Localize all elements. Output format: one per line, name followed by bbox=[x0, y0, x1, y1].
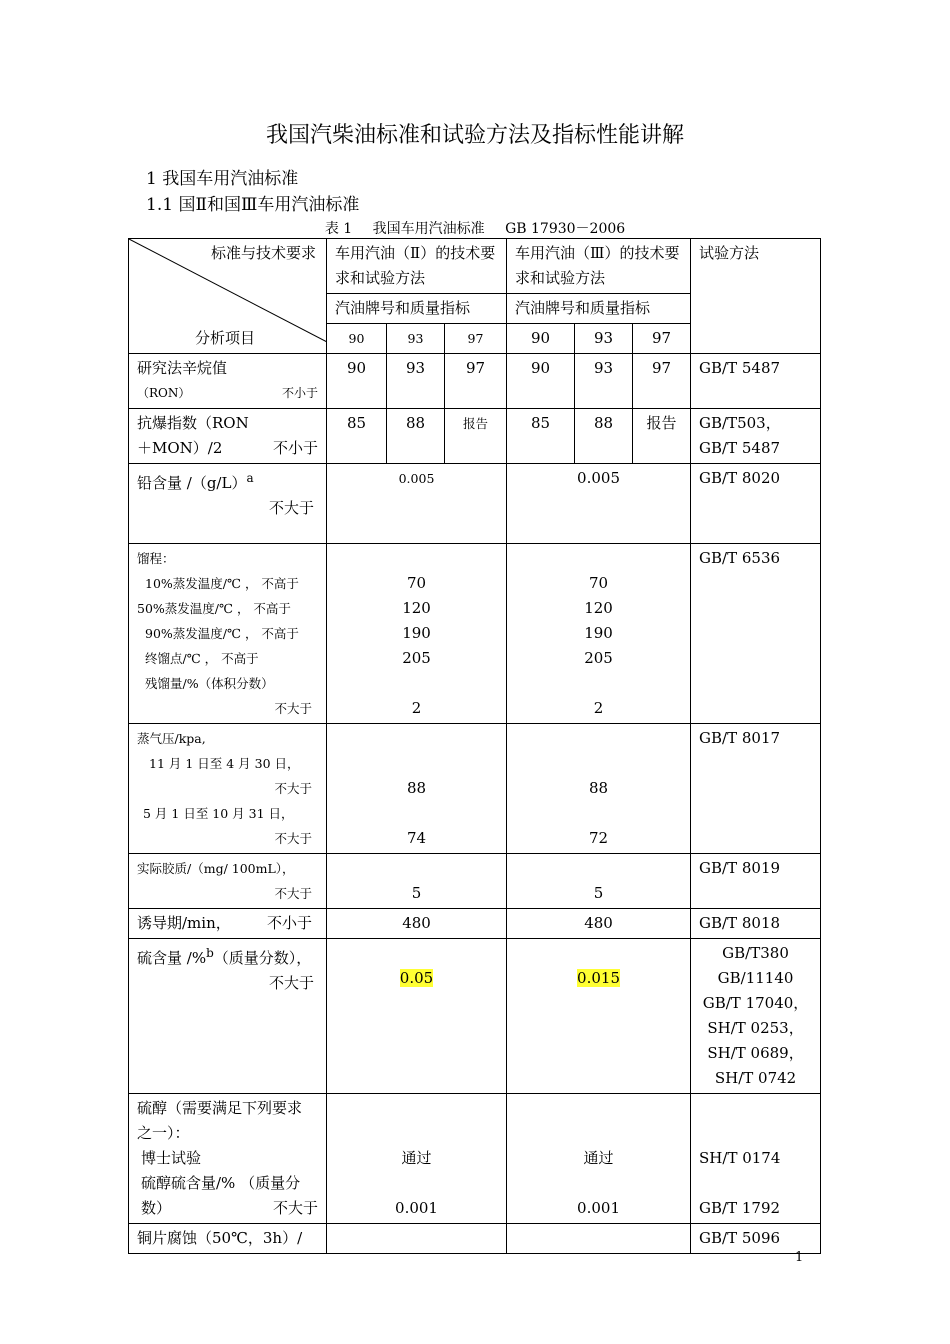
grade-93-ii: 93 bbox=[387, 324, 445, 354]
mercaptan-method: GB/T 1792 bbox=[699, 1199, 781, 1217]
distill-ii-value: 205 bbox=[402, 649, 431, 667]
table-row-gum bbox=[129, 854, 821, 909]
anti-name-1: 抗爆指数（RON bbox=[137, 414, 249, 432]
distill-limit: 不大于 bbox=[274, 701, 312, 716]
distill-item: 残馏量/%（体积分数） bbox=[145, 676, 274, 691]
grade-90-iii: 90 bbox=[507, 324, 575, 354]
diag-bottom-label: 分析项目 bbox=[195, 329, 256, 347]
induction-limit: 不小于 bbox=[266, 914, 312, 932]
vapor-limit-1: 不大于 bbox=[274, 781, 312, 796]
distill-item: 终馏点/℃ ， 不高于 bbox=[145, 651, 259, 666]
anti-value: 88 bbox=[387, 409, 445, 464]
sulfur-method: SH/T 0253， bbox=[707, 1019, 804, 1037]
table-row-vapor bbox=[129, 724, 821, 854]
gum-limit: 不大于 bbox=[274, 886, 312, 901]
lead-limit: 不大于 bbox=[268, 499, 314, 517]
col-header-iii: 车用汽油（Ⅲ）的技术要求和试验方法 bbox=[507, 239, 691, 294]
sulfur-name: 硫含量 /%$^b$（质量分数）， bbox=[137, 946, 312, 967]
caption-name: 我国车用汽油标准 bbox=[372, 221, 485, 237]
sulfur-ii-highlight: 0.05 bbox=[399, 969, 434, 987]
sulfur-method: SH/T 0689， bbox=[707, 1044, 804, 1062]
ron-value: 93 bbox=[575, 354, 633, 409]
diagonal-header-cell bbox=[129, 239, 327, 354]
induction-name: 诱导期/min， bbox=[137, 914, 231, 932]
anti-value: 报告 bbox=[633, 409, 691, 464]
anti-value: 85 bbox=[327, 409, 387, 464]
ron-sub: （RON） 不小于 bbox=[137, 386, 318, 400]
gum-name: 实际胶质/（mg/ 100mL）， bbox=[137, 861, 295, 876]
induction-ii: 480 bbox=[327, 909, 507, 939]
grade-97-iii: 97 bbox=[633, 324, 691, 354]
diag-top-label: 标准与技术要求 bbox=[210, 244, 316, 262]
distill-iii-value: 205 bbox=[584, 649, 613, 667]
grade-label-iii: 汽油牌号和质量指标 bbox=[507, 294, 691, 324]
table-row-mercaptan bbox=[129, 1094, 821, 1224]
table-row-antiknock bbox=[129, 409, 821, 464]
distill-iii-value: 190 bbox=[584, 624, 613, 642]
page-number: 1 bbox=[795, 1250, 804, 1265]
vapor-method: GB/T 8017 bbox=[691, 724, 821, 854]
ron-value: 97 bbox=[633, 354, 691, 409]
caption-table-no: 表 1 bbox=[324, 221, 353, 237]
vapor-name: 蒸气压/kpa, bbox=[137, 731, 206, 746]
gum-ii: 5 bbox=[327, 854, 507, 909]
vapor-iii-value: 72 bbox=[588, 829, 609, 847]
anti-value: 85 bbox=[507, 409, 575, 464]
sulfur-limit: 不大于 bbox=[268, 974, 314, 992]
mercaptan-ii-value: 通过 bbox=[401, 1149, 432, 1167]
grade-93-iii: 93 bbox=[575, 324, 633, 354]
table-row-induction bbox=[129, 909, 821, 939]
section-heading: 1 我国车用汽油标准 bbox=[146, 169, 299, 189]
vapor-period-2: 5 月 1 日至 10 月 31 日， bbox=[143, 806, 294, 821]
mercaptan-iii-value: 0.001 bbox=[577, 1199, 620, 1217]
ron-value: 90 bbox=[507, 354, 575, 409]
mercaptan-method: SH/T 0174 bbox=[699, 1149, 781, 1167]
grade-97-ii: 97 bbox=[445, 324, 507, 354]
distill-ii-value: 190 bbox=[402, 624, 431, 642]
anti-value: 报告 bbox=[445, 409, 507, 464]
copper-method: GB/T 5096 bbox=[691, 1224, 821, 1254]
table-row-distillation bbox=[129, 544, 821, 724]
distill-item: 10%蒸发温度/℃ ， 不高于 bbox=[145, 576, 299, 591]
anti-method-1: GB/T503， bbox=[699, 414, 781, 432]
distill-ii-value: 70 bbox=[406, 574, 427, 592]
mercaptan-ii-value: 0.001 bbox=[395, 1199, 438, 1217]
copper-name: 铜片腐蚀（50℃，3h）/ bbox=[129, 1224, 327, 1254]
lead-ii: 0.005 bbox=[327, 464, 507, 544]
mercaptan-name-2: 之一）： bbox=[137, 1124, 190, 1142]
distill-ii-value: 120 bbox=[402, 599, 431, 617]
mercaptan-iii-value: 通过 bbox=[583, 1149, 614, 1167]
gasoline-standard-table bbox=[128, 238, 821, 1254]
distill-ii-value: 2 bbox=[411, 699, 422, 717]
caption-code: GB 17930－2006 bbox=[505, 221, 626, 237]
ron-value: 93 bbox=[387, 354, 445, 409]
distill-iii-value: 70 bbox=[588, 574, 609, 592]
grade-label-ii: 汽油牌号和质量指标 bbox=[327, 294, 507, 324]
anti-value: 88 bbox=[575, 409, 633, 464]
sulfur-method: GB/T 17040， bbox=[702, 994, 809, 1012]
grade-90-ii: 90 bbox=[327, 324, 387, 354]
ron-name: 研究法辛烷值 bbox=[137, 359, 228, 377]
ron-value: 90 bbox=[327, 354, 387, 409]
sulfur-method: GB/11140 bbox=[717, 969, 794, 987]
col-header-method: 试验方法 bbox=[691, 239, 821, 354]
lead-method: GB/T 8020 bbox=[691, 464, 821, 544]
mercaptan-content-2: 数） 不大于 bbox=[141, 1199, 318, 1217]
distill-iii-value: 2 bbox=[593, 699, 604, 717]
table-caption bbox=[0, 218, 950, 238]
distill-name: 馏程： bbox=[137, 551, 175, 566]
document-title: 我国汽柴油标准和试验方法及指标性能讲解 bbox=[265, 123, 684, 148]
vapor-iii-value: 88 bbox=[588, 779, 609, 797]
ron-value: 97 bbox=[445, 354, 507, 409]
mercaptan-doctor: 博士试验 bbox=[141, 1149, 202, 1167]
sulfur-iii-highlight: 0.015 bbox=[577, 969, 620, 987]
gum-iii: 5 bbox=[507, 854, 691, 909]
mercaptan-content-1: 硫醇硫含量/% （质量分 bbox=[141, 1174, 301, 1192]
col-header-ii: 车用汽油（Ⅱ）的技术要求和试验方法 bbox=[327, 239, 507, 294]
sulfur-method: SH/T 0742 bbox=[714, 1069, 797, 1087]
induction-iii: 480 bbox=[507, 909, 691, 939]
table-row-ron bbox=[129, 354, 821, 409]
distill-method: GB/T 6536 bbox=[691, 544, 821, 724]
induction-method: GB/T 8018 bbox=[691, 909, 821, 939]
distill-item: 50%蒸发温度/℃ ， 不高于 bbox=[137, 601, 291, 616]
distill-iii-value: 120 bbox=[584, 599, 613, 617]
anti-name-2: ＋MON）/2 不小于 bbox=[137, 439, 318, 457]
vapor-limit-2: 不大于 bbox=[274, 831, 312, 846]
ron-method: GB/T 5487 bbox=[691, 354, 821, 409]
gum-method: GB/T 8019 bbox=[691, 854, 821, 909]
vapor-period-1: 11 月 1 日至 4 月 30 日， bbox=[149, 756, 300, 771]
vapor-ii-value: 88 bbox=[406, 779, 427, 797]
subsection-heading: 1.1 国Ⅱ和国Ⅲ车用汽油标准 bbox=[146, 195, 360, 215]
vapor-ii-value: 74 bbox=[406, 829, 427, 847]
sulfur-method: GB/T380 bbox=[722, 944, 789, 962]
table-row-sulfur bbox=[129, 939, 821, 1094]
table-row-lead bbox=[129, 464, 821, 544]
distill-item: 90%蒸发温度/℃ ， 不高于 bbox=[145, 626, 299, 641]
table-row-copper bbox=[129, 1224, 821, 1254]
anti-method-2: GB/T 5487 bbox=[699, 439, 781, 457]
lead-iii: 0.005 bbox=[507, 464, 691, 544]
lead-name: 铅含量 $/(g/L)^a$ bbox=[137, 471, 254, 492]
mercaptan-name-1: 硫醇（需要满足下列要求 bbox=[137, 1099, 303, 1117]
